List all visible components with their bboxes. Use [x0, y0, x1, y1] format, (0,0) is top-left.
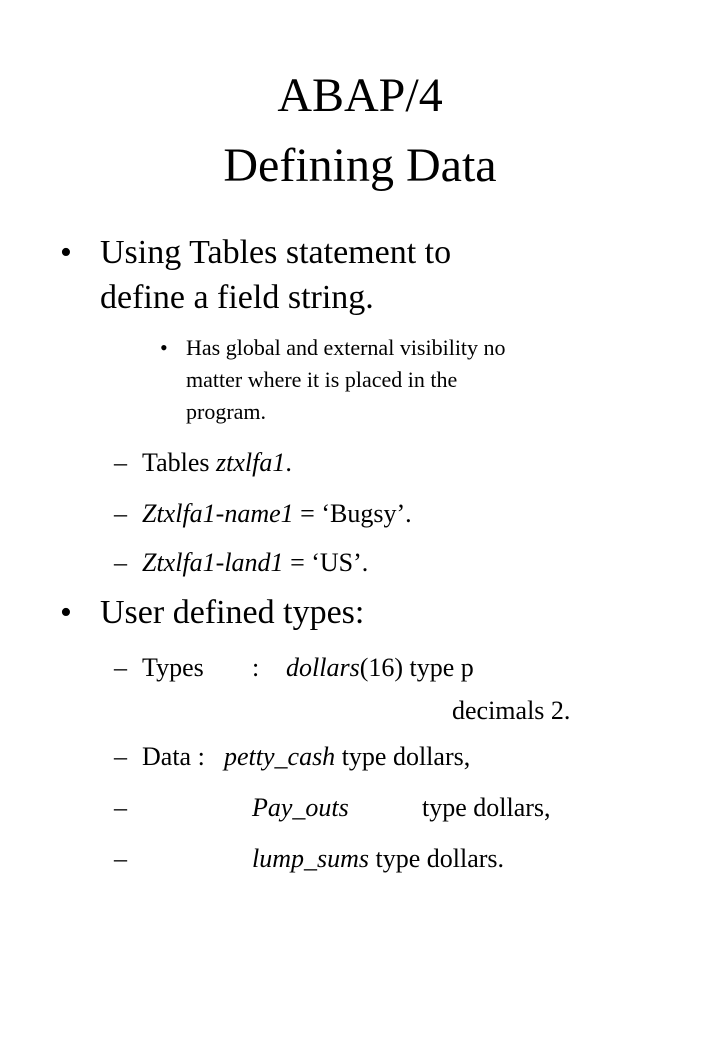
bullet-text-user-types: User defined types: [100, 594, 365, 631]
slide-title-line-2: Defining Data [223, 139, 497, 192]
type-dollars: type dollars, [422, 793, 551, 822]
dash-marker: – [114, 844, 127, 873]
type-dollars: type dollars. [369, 844, 505, 873]
sub-note-line-2: matter where it is placed in the [186, 367, 458, 392]
slide-title-line-1: ABAP/4 [277, 69, 443, 122]
data-line-petty-cash [224, 744, 470, 770]
bullet-text-line-1: Using Tables statement to [100, 234, 452, 271]
data-line-lump-sums [252, 846, 504, 872]
type-spec: (16) type p [359, 653, 474, 682]
dash-marker: – [114, 448, 127, 477]
code-line-name1 [142, 501, 412, 527]
dash-marker: – [114, 793, 127, 822]
keyword-tables: Tables [142, 448, 216, 477]
assignment-name1: = ‘Bugsy’. [293, 499, 412, 528]
statement-period: . [285, 448, 292, 477]
var-pay-outs: Pay_outs [252, 793, 349, 822]
dash-marker: – [114, 653, 127, 682]
assignment-land1: = ‘US’. [283, 548, 369, 577]
var-lump-sums: lump_sums [252, 844, 370, 873]
sub-bullet-marker: • [160, 335, 168, 360]
bullet-marker: • [60, 594, 72, 631]
code-line-tables [142, 450, 292, 476]
table-name: ztxlfa1 [216, 448, 286, 477]
types-colon: : [252, 653, 260, 682]
keyword-types: Types [142, 653, 204, 682]
field-land1: Ztxlfa1-land1 [142, 548, 284, 577]
type-dollars: type dollars, [335, 742, 471, 771]
dash-marker: – [114, 499, 127, 528]
code-line-land1 [142, 550, 368, 576]
types-decimals: decimals 2. [452, 696, 571, 725]
dash-marker: – [114, 742, 127, 771]
sub-note-line-1: Has global and external visibility no [186, 335, 506, 360]
field-name1: Ztxlfa1-name1 [142, 499, 294, 528]
bullet-text-line-2: define a field string. [100, 279, 374, 316]
dash-marker: – [114, 548, 127, 577]
keyword-data: Data : [142, 742, 205, 771]
types-definition [286, 655, 474, 681]
bullet-marker: • [60, 234, 72, 271]
type-name-dollars: dollars [286, 653, 360, 682]
var-petty-cash: petty_cash [224, 742, 336, 771]
sub-note-line-3: program. [186, 399, 267, 424]
